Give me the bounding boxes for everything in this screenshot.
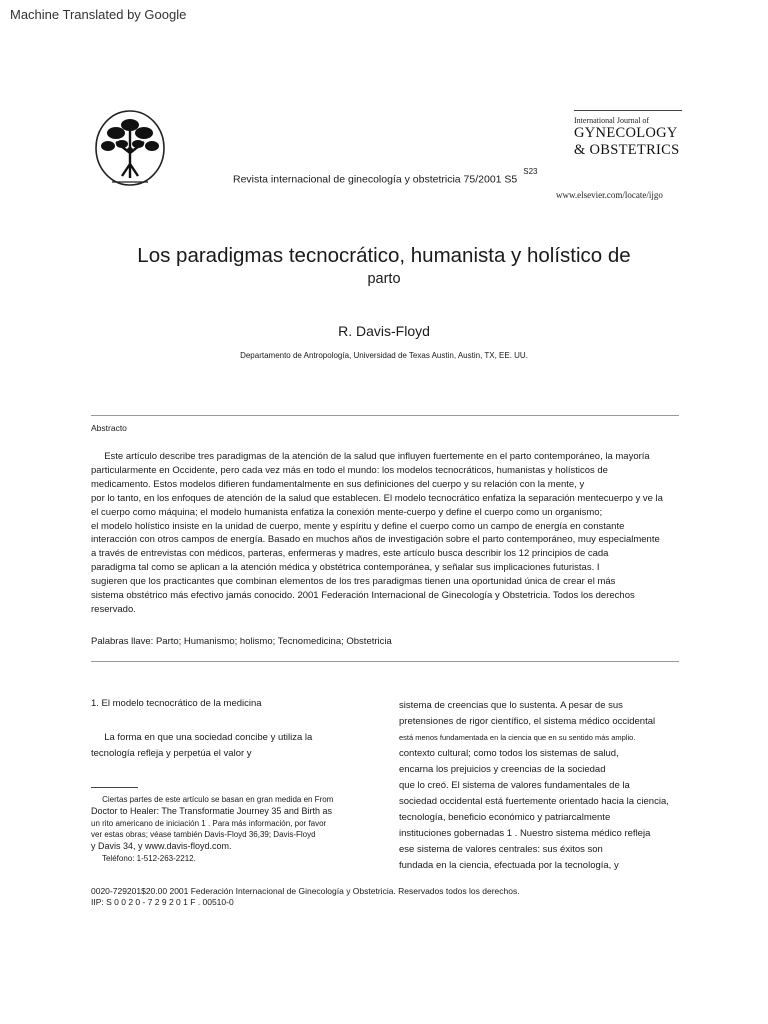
abstract-heading: Abstracto [91,423,127,433]
body-line: sociedad occidental está fuertemente orientado hacia la ciencia, [399,796,669,807]
abstract-line: reservado. [91,603,136,615]
journal-citation [233,167,538,186]
author-affiliation: Departamento de Antropología, Universidad de Texas Austin, Austin, TX, EE. UU. [240,351,528,360]
article-title-continued: parto [367,271,401,287]
right-column-text [399,698,669,874]
abstract-line: particularmente en Occidente, pero cada vez más en todo el mundo: los modelos tecnocráticos, humanistas y holísticos de [91,464,608,476]
abstract-line: interacción con otros campos de energía. Basado en muchos años de investigación sobre el parto contemporáneo, muy especialmente [91,534,660,546]
body-line: encarna los prejuicios y creencias de la sociedad [399,764,606,775]
footnote-line: ver estas obras; véase también Davis-Floyd 36,39; Davis-Floyd [91,830,316,840]
abstract-line: sistema obstétrico más efectivo jamás conocido. 2001 Federación Internacional de Ginecología y Obstetricia. Todos los derechos [91,590,635,602]
abstract-line: el modelo holístico insiste en la unidad de cuerpo, mente y espíritu y define el cuerpo como un campo de energía en constante [91,520,625,532]
footnote-line: y Davis 34, y www.davis-floyd.com. [91,841,232,852]
footnote-line: Teléfono: 1-512-263-2212. [91,853,196,863]
page-ref: S23 [523,167,538,176]
keywords: Palabras llave: Parto; Humanismo; holismo; Tecnomedicina; Obstetricia [91,636,392,647]
copyright-line: 0020-729201$20.00 2001 Federación Internacional de Ginecología y Obstetricia. Reservados todos los derechos. [91,886,520,896]
footnote-line: Ciertas partes de este artículo se basan en gran medida en From [91,795,334,804]
abstract-line: a través de entrevistas con médicos, parteras, enfermeras y madres, este artículo busca describir los 12 principios de cada [91,548,609,560]
divider-bottom [91,661,679,662]
divider-top [91,415,679,416]
abstract-body [91,450,681,617]
body-line: tecnología, beneficio económico y patriarcalmente [399,812,611,823]
machine-translation-banner: Machine Translated by Google [10,7,187,22]
body-line: pretensiones de rigor científico, el sistema médico occidental [399,716,656,727]
footnote [91,794,333,865]
abstract-line: sugieren que los practicantes que combinan elementos de los tres paradigmas tienen una oportunidad única de crear el más [91,576,616,588]
article-author: R. Davis-Floyd [338,323,430,339]
body-line: contexto cultural; como todos los sistemas de salud, [399,748,619,759]
body-line: está menos fundamentada en la ciencia que en su sentido más amplio. [399,733,636,742]
footnote-rule [91,787,138,788]
section-heading: 1. El modelo tecnocrático de la medicina [91,698,262,709]
footnote-line: un rito americano de iniciación 1 . Para más información, por favor [91,818,327,828]
footnote-line: Doctor to Healer: The Transformatie Journey 35 and Birth as [91,805,332,816]
brand-rule [574,110,682,111]
abstract-line: Este artículo describe tres paradigmas de la atención de la salud que influyen fuertemente en el parto contemporáneo, la mayoría [91,451,650,462]
abstract-line: paradigma tal como se aplican a la atención médica y obstétrica contemporánea, y señalar sus implicaciones futuristas. I [91,562,600,574]
journal-line-text: Revista internacional de ginecología y obstetricia 75/2001 S5 [233,173,518,186]
body-line: tecnología refleja y perpetúa el valor y [91,748,252,759]
brand-line-1: GYNECOLOGY [574,125,678,141]
abstract-line: el cuerpo como máquina; el modelo humanista enfatiza la conexión mente-cuerpo y define el cuerpo como un organismo; [91,506,603,518]
abstract-line: por lo tanto, en los enfoques de atención de la salud que establecen. El modelo tecnocrático enfatiza la separación mentecuerpo y ve la [91,492,663,504]
brand-line-2: & OBSTETRICS [574,142,680,158]
abstract-line: medicamento. Estos modelos difieren fundamentalmente en sus definiciones del cuerpo y su relación con la mente, y [91,478,585,490]
journal-url: www.elsevier.com/locate/ijgo [556,190,663,200]
left-column-text [91,730,312,762]
body-line: instituciones gobernadas 1 . Nuestro sistema médico refleja [399,828,651,839]
article-title: Los paradigmas tecnocrático, humanista y holístico de [137,244,631,267]
body-line: que lo creó. El sistema de valores fundamentales de la [399,780,630,791]
body-line: ese sistema de valores centrales: sus éxitos son [399,844,603,855]
body-line: sistema de creencias que lo sustenta. A pesar de sus [399,700,623,711]
journal-brand [574,110,686,159]
copyright-block [91,886,520,908]
body-line: La forma en que una sociedad concibe y utiliza la [91,732,313,743]
elsevier-tree-logo-icon [92,108,168,192]
body-line: fundada en la ciencia, efectuada por la tecnología, y [399,860,619,871]
pii-line: IIP: S 0 0 2 0 - 7 2 9 2 0 1 F . 00510-0 [91,897,234,907]
brand-small-text: International Journal of [574,116,650,125]
